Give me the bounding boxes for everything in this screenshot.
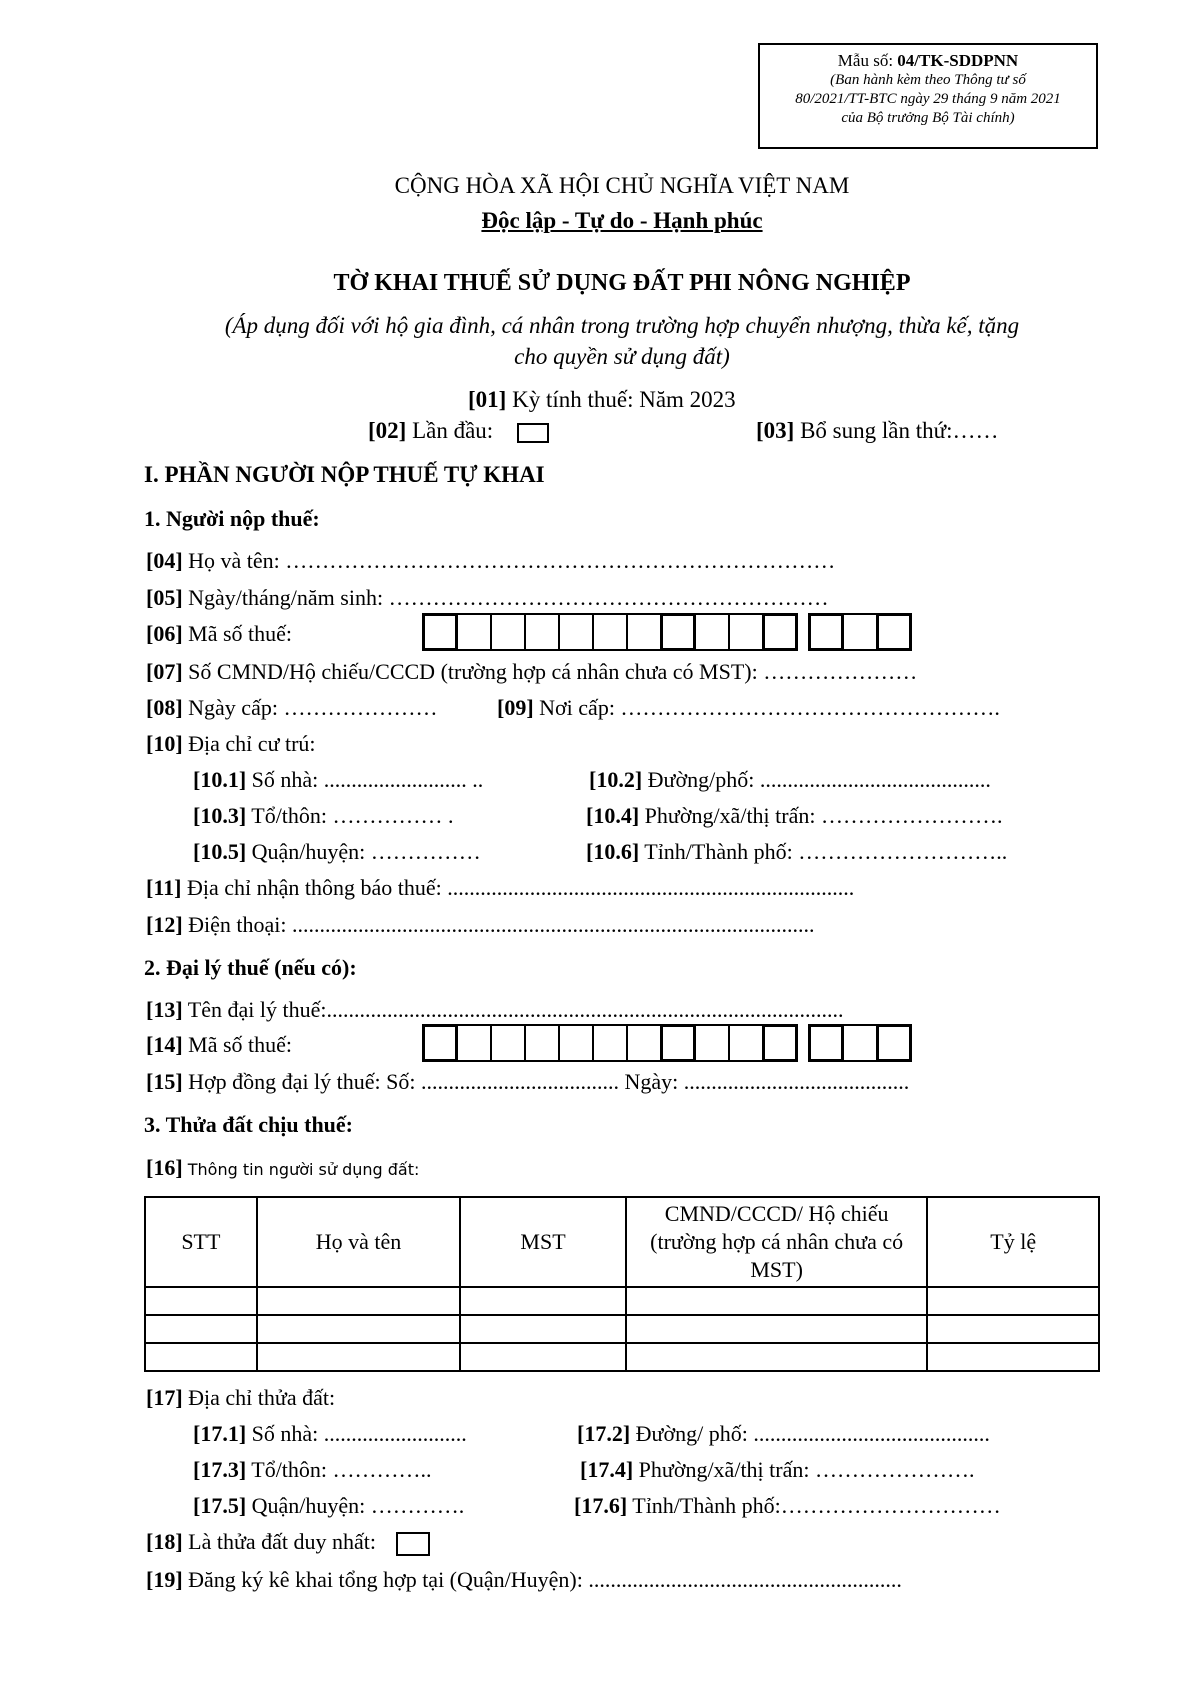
field-17-2-street[interactable]: [17.2] Đường/ phố: ........................................... [577, 1421, 990, 1446]
field-10-2-street[interactable]: [10.2] Đường/phố: .......................................... [589, 767, 991, 792]
field-17-3-group[interactable]: [17.3] Tổ/thôn: ………….. [193, 1457, 432, 1482]
table-row [145, 1343, 1099, 1371]
field-17-plot-address: [17] Địa chỉ thửa đất: [146, 1385, 336, 1410]
section-1-title: I. PHẦN NGƯỜI NỘP THUẾ TỰ KHAI [144, 462, 545, 487]
field-10-3-group[interactable]: [10.3] Tổ/thôn: …………… . [193, 803, 454, 828]
document-subtitle-line2: cho quyền sử dụng đất) [514, 344, 730, 369]
table-row [145, 1315, 1099, 1343]
field-07-id-number[interactable]: [07] Số CMND/Hộ chiếu/CCCD (trường hợp cá nhân chưa có MST): ………………… [146, 659, 918, 684]
field-10-5-district[interactable]: [10.5] Quận/huyện: …………… [193, 839, 481, 864]
subsection-1-taxpayer: 1. Người nộp thuế: [144, 506, 320, 531]
col-ratio: Tỷ lệ [927, 1197, 1099, 1287]
only-plot-checkbox[interactable] [396, 1532, 430, 1556]
subsection-2-tax-agent: 2. Đại lý thuế (nếu có): [144, 955, 357, 980]
field-10-residence: [10] Địa chỉ cư trú: [146, 731, 316, 756]
field-11-notice-address[interactable]: [11] Địa chỉ nhận thông báo thuế: .......................................................................... [146, 875, 855, 900]
field-12-phone[interactable]: [12] Điện thoại: ............................................................................................... [146, 912, 815, 937]
field-09-issue-place[interactable]: [09] Nơi cấp: ……………………………………………. [497, 695, 1000, 720]
field-01-tax-period: [01] Kỳ tính thuế: Năm 2023 [468, 387, 736, 412]
form-issued-line2: 80/2021/TT-BTC ngày 29 tháng 9 năm 2021 [795, 91, 1061, 107]
field-17-4-ward[interactable]: [17.4] Phường/xã/thị trấn: …………………. [580, 1457, 975, 1482]
tax-code-suffix-grid-06[interactable] [810, 613, 912, 651]
field-16-land-users: [16] Thông tin người sử dụng đất: [146, 1155, 420, 1180]
field-03-supplement: [03] Bổ sung lần thứ:…… [756, 418, 999, 443]
field-17-6-province[interactable]: [17.6] Tỉnh/Thành phố:………………………… [574, 1493, 1001, 1518]
form-code-label: Mẫu số: [837, 51, 898, 70]
col-id: CMND/CCCD/ Hộ chiếu (trường hợp cá nhân chưa có MST) [626, 1197, 928, 1287]
field-04-full-name[interactable]: [04] Họ và tên: ………………………………………………………………… [146, 548, 836, 573]
field-10-4-ward[interactable]: [10.4] Phường/xã/thị trấn: ……………………. [586, 803, 1003, 828]
form-issued-line1: (Ban hành kèm theo Thông tư số [830, 72, 1026, 88]
field-05-birth-date[interactable]: [05] Ngày/tháng/năm sinh: …………………………………………………… [146, 585, 829, 610]
motto: Độc lập - Tự do - Hạnh phúc [481, 208, 763, 233]
field-06-tax-code: [06] Mã số thuế: [146, 621, 293, 646]
field-02-first-time: [02] Lần đầu: [368, 418, 549, 444]
table-row [145, 1287, 1099, 1315]
field-17-5-district[interactable]: [17.5] Quận/huyện: …………. [193, 1493, 465, 1518]
field-10-1-house-number[interactable]: [10.1] Số nhà: .......................... .. [193, 767, 484, 792]
field-14-agent-tax-code: [14] Mã số thuế: [146, 1032, 293, 1057]
form-code: 04/TK-SDDPNN [897, 51, 1019, 70]
subsection-3-land-plot: 3. Thửa đất chịu thuế: [144, 1112, 354, 1137]
field-15-agent-contract[interactable]: [15] Hợp đồng đại lý thuế: Số: .................................... Ngày: ......................................... [146, 1069, 910, 1094]
document-subtitle-line1: (Áp dụng đối với hộ gia đình, cá nhân trong trường hợp chuyển nhượng, thừa kế, tặng [224, 313, 1020, 338]
col-full-name: Họ và tên [257, 1197, 460, 1287]
first-time-checkbox[interactable] [517, 423, 549, 443]
field-10-6-province[interactable]: [10.6] Tỉnh/Thành phố: ……………………….. [586, 839, 1008, 864]
document-title: TỜ KHAI THUẾ SỬ DỤNG ĐẤT PHI NÔNG NGHIỆP [333, 270, 911, 296]
field-13-agent-name[interactable]: [13] Tên đại lý thuế:.............................................................................................. [146, 997, 844, 1022]
form-code-box [758, 43, 1098, 149]
form-issued-line3: của Bộ trưởng Bộ Tài chính) [841, 110, 1015, 126]
tax-code-suffix-grid-14[interactable] [810, 1024, 912, 1062]
field-08-issue-date[interactable]: [08] Ngày cấp: ………………… [146, 695, 438, 720]
col-mst: MST [460, 1197, 626, 1287]
col-stt: STT [145, 1197, 257, 1287]
table-header-row [145, 1197, 1099, 1287]
land-user-table [144, 1196, 1100, 1372]
field-17-1-house-number[interactable]: [17.1] Số nhà: .......................... [193, 1421, 467, 1446]
field-18-only-plot: [18] Là thửa đất duy nhất: [146, 1529, 430, 1556]
field-19-consolidated-registration[interactable]: [19] Đăng ký kê khai tổng hợp tại (Quận/Huyện): ......................................................... [146, 1567, 902, 1592]
tax-code-grid-06[interactable] [424, 613, 798, 651]
country-name: CỘNG HÒA XÃ HỘI CHỦ NGHĨA VIỆT NAM [394, 173, 850, 198]
tax-code-grid-14[interactable] [424, 1024, 798, 1062]
